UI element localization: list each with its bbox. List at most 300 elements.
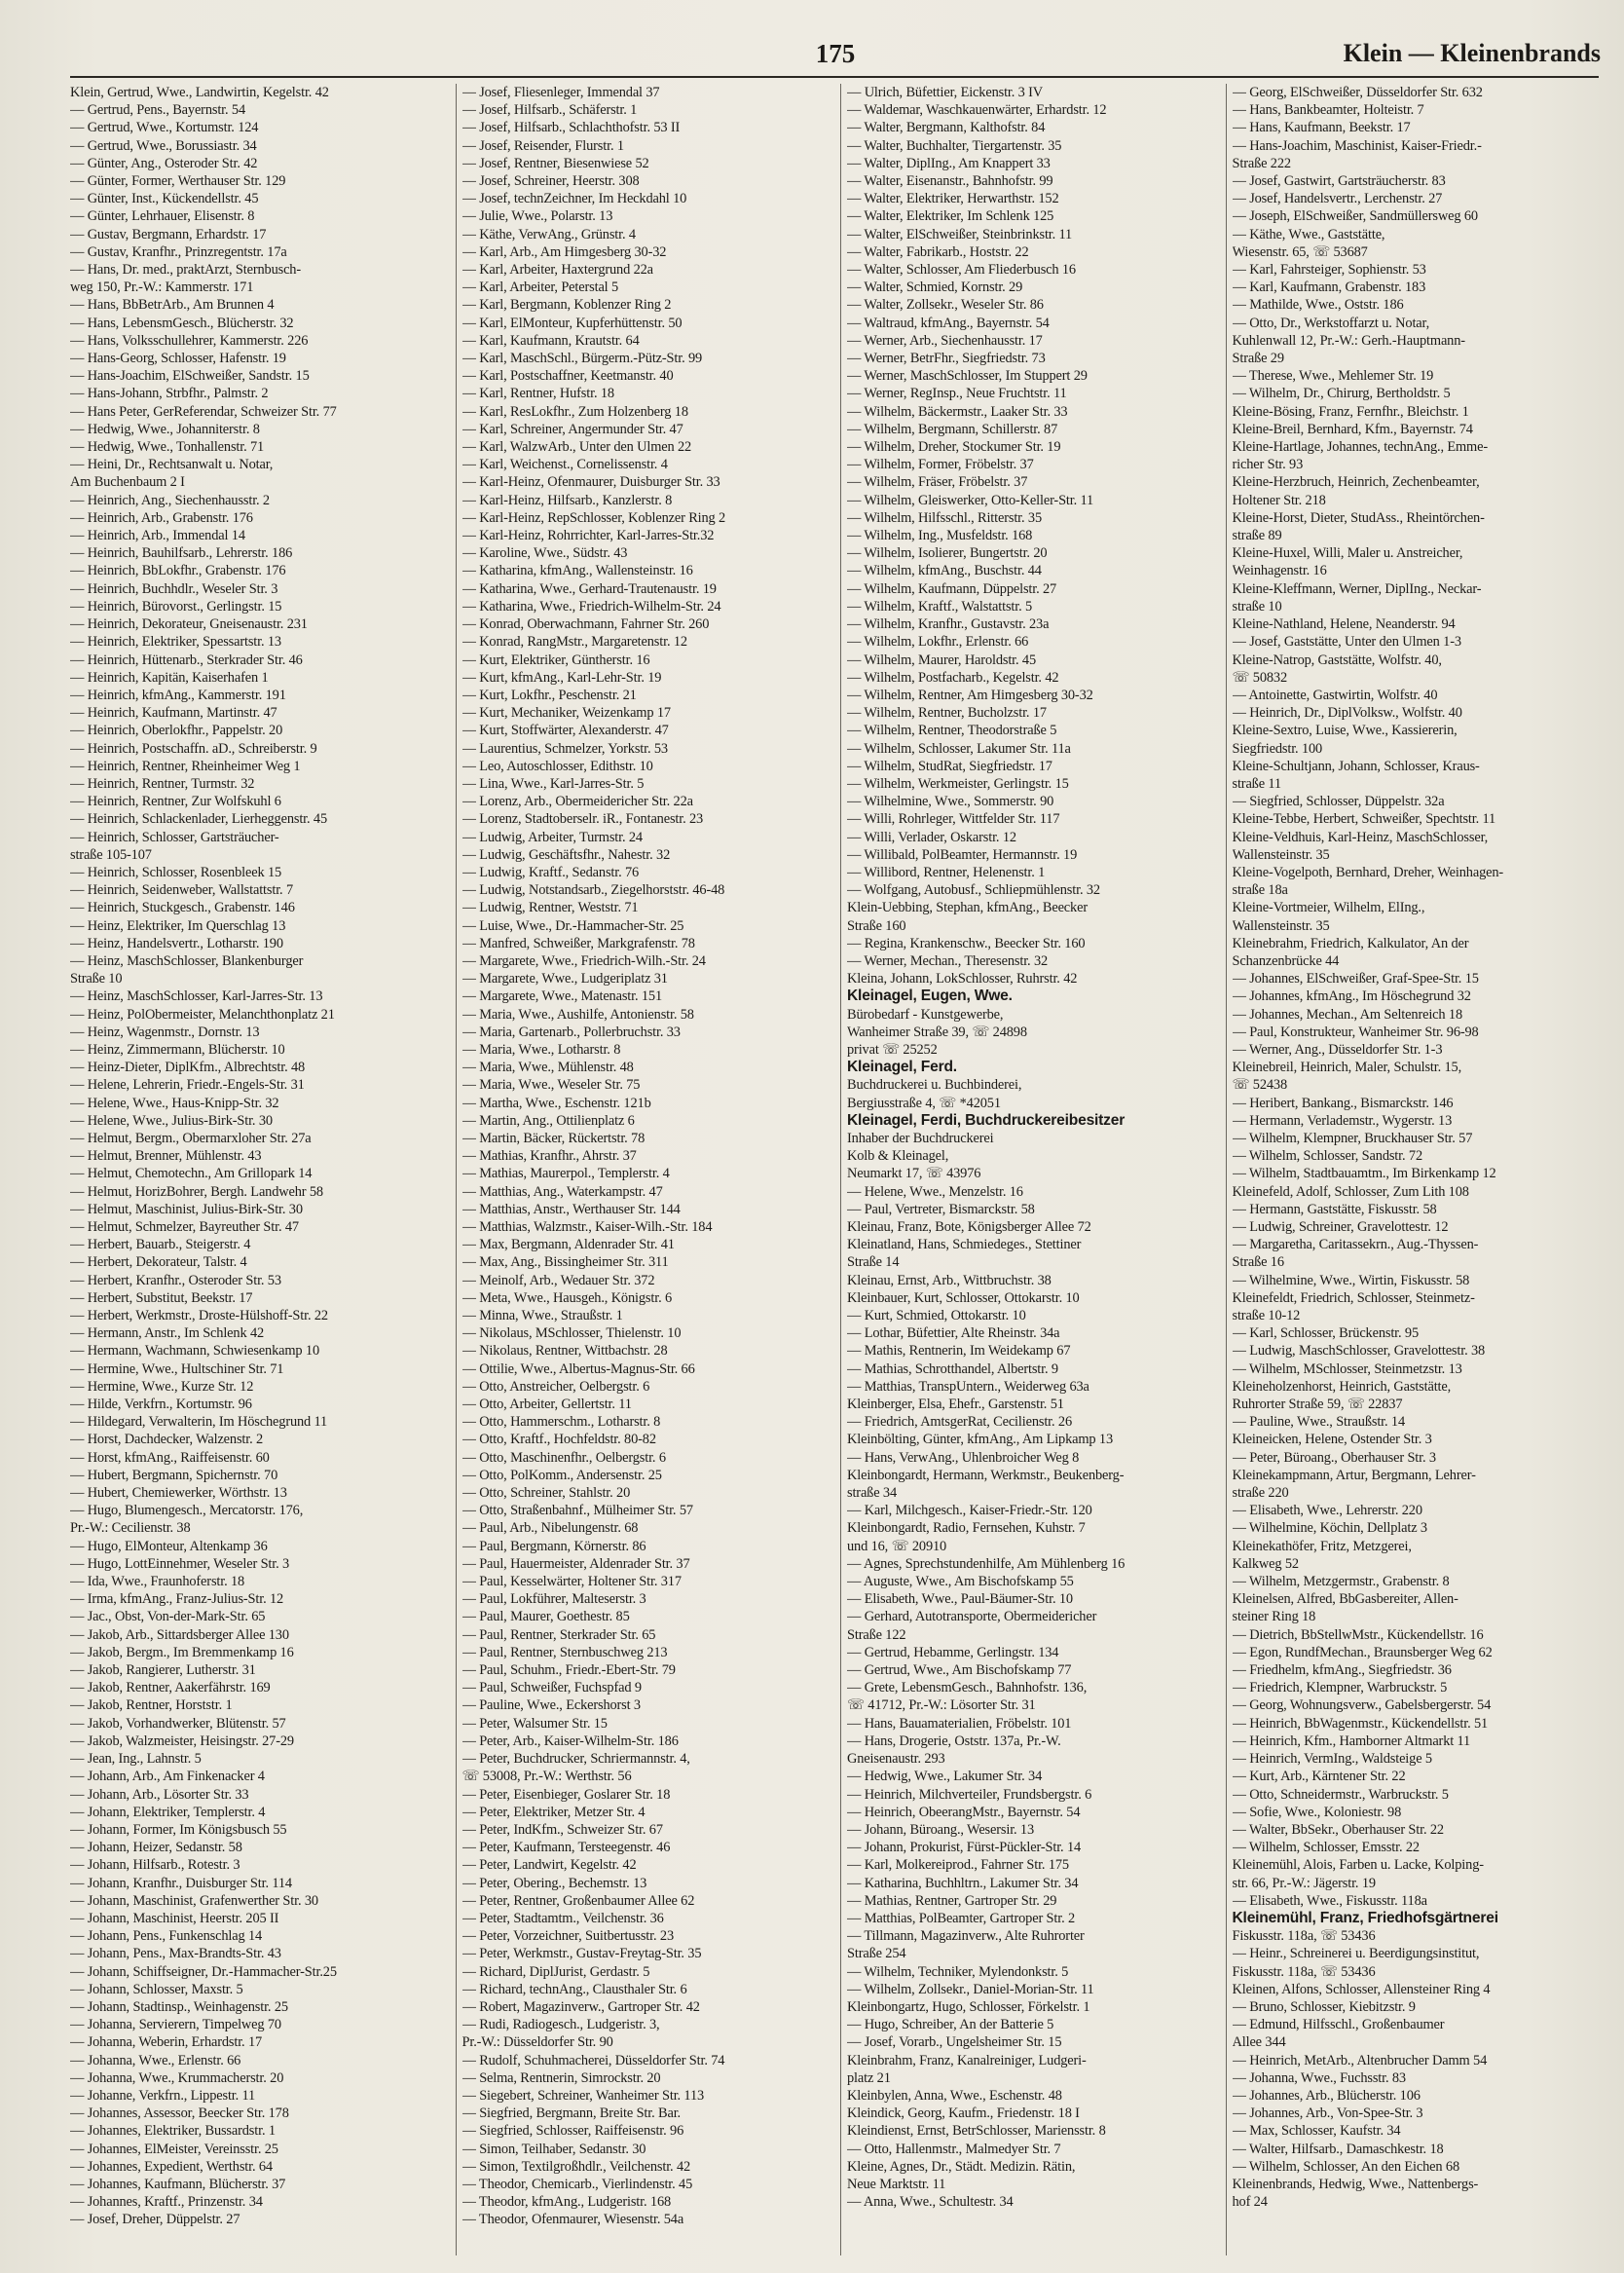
directory-entry: — Paul, Arb., Nibelungenstr. 68 (461, 1520, 639, 1537)
directory-entry: — Konrad, Oberwachmann, Fahrner Str. 260 (461, 616, 710, 633)
directory-entry: — Katharina, Buchhltrn., Lakumer Str. 34 (847, 1875, 1079, 1891)
directory-entry: — Martha, Wwe., Eschenstr. 121b (461, 1095, 651, 1111)
directory-entry: — Heinrich, Schlosser, Gartsträucher- (70, 829, 279, 845)
directory-entry: — Friedrich, AmtsgerRat, Cecilienstr. 26 (847, 1414, 1073, 1431)
directory-entry: Klein-Uebbing, Stephan, kfmAng., Beecker (847, 900, 1088, 916)
directory-entry: — Hans, BbBetrArb., Am Brunnen 4 (70, 297, 275, 314)
directory-entry: — Georg, Wohnungsverw., Gabelsbergerstr. 54 (1232, 1697, 1492, 1714)
directory-entry: — Jean, Ing., Lahnstr. 5 (70, 1751, 202, 1768)
directory-entry: — Wilhelm, Zollsekr., Daniel-Morian-Str. 11 (847, 1981, 1094, 1997)
directory-entry: — Paul, Rentner, Sterkrader Str. 65 (461, 1626, 656, 1643)
directory-entry: — Johanna, Wwe., Fuchsstr. 83 (1232, 2069, 1406, 2086)
directory-entry: — Johannes, Expedient, Werthstr. 64 (70, 2158, 273, 2175)
directory-entry: Kleine-Sextro, Luise, Wwe., Kassiererin, (1232, 723, 1458, 739)
directory-entry: — Karl, Schreiner, Angermunder Str. 47 (461, 421, 683, 437)
directory-entry: — Wilhelm, Schlosser, Emsstr. 22 (1232, 1840, 1420, 1856)
directory-entry: — Johann, Stadtinsp., Weinhagenstr. 25 (70, 1998, 288, 2015)
directory-entry: — Johann, Hilfsarb., Rotestr. 3 (70, 1857, 240, 1874)
directory-entry: — Peter, Obering., Bechemstr. 13 (461, 1875, 647, 1891)
directory-entry: Straße 254 (847, 1946, 906, 1962)
header-rule (70, 76, 1599, 78)
directory-entry: — Heinrich, Postschaffn. aD., Schreiberstr. 9 (70, 740, 317, 757)
directory-entry: — Hans, Dr. med., praktArzt, Sternbusch- (70, 262, 301, 279)
directory-entry: — Heinrich, Schlackenlader, Lierheggenstr. 45 (70, 811, 328, 828)
directory-entry: — Herbert, Werkmstr., Droste-Hülshoff-Str. 22 (70, 1308, 328, 1324)
directory-entry: straße 89 (1232, 528, 1282, 544)
directory-entry: — Maria, Wwe., Aushilfe, Antonienstr. 58 (461, 1006, 694, 1023)
directory-entry: — Wilhelm, Kranfhr., Gustavstr. 23a (847, 616, 1050, 633)
directory-entry: — Günter, Former, Werthauser Str. 129 (70, 173, 286, 190)
directory-entry: — Maria, Gartenarb., Pollerbruchstr. 33 (461, 1024, 681, 1040)
directory-entry: — Walter, Zollsekr., Weseler Str. 86 (847, 297, 1044, 314)
directory-entry: straße 18a (1232, 882, 1288, 899)
directory-entry: Kleinefeldt, Friedrich, Schlosser, Steinmetz- (1232, 1289, 1475, 1306)
directory-entry: steiner Ring 18 (1232, 1609, 1316, 1625)
directory-entry: Kleine-Huxel, Willi, Maler u. Anstreicher, (1232, 545, 1463, 562)
directory-entry: — Hans, Volksschullehrer, Kammerstr. 226 (70, 332, 309, 349)
directory-entry: — Hermine, Wwe., Kurze Str. 12 (70, 1378, 254, 1395)
directory-entry: — Werner, MaschSchlosser, Im Stuppert 29 (847, 368, 1088, 385)
directory-entry: — Johannes, Arb., Blücherstr. 106 (1232, 2087, 1421, 2104)
directory-entry: Kleinbauer, Kurt, Schlosser, Ottokarstr. 10 (847, 1289, 1080, 1306)
directory-entry: — Julie, Wwe., Polarstr. 13 (461, 208, 613, 225)
directory-entry: — Siegfried, Bergmann, Breite Str. Bar. (461, 2105, 681, 2122)
directory-entry: — Karl-Heinz, Ofenmaurer, Duisburger Str. 33 (461, 474, 720, 491)
directory-entry: — Werner, RegInsp., Neue Fruchtstr. 11 (847, 386, 1067, 402)
directory-entry: — Paul, Vertreter, Bismarckstr. 58 (847, 1201, 1035, 1217)
directory-entry: — Otto, PolKomm., Andersenstr. 25 (461, 1467, 662, 1483)
directory-entry: — Walter, Eisenanstr., Bahnhofstr. 99 (847, 173, 1053, 190)
directory-entry: — Simon, Textilgroßhdlr., Veilchenstr. 42 (461, 2158, 691, 2175)
directory-entry: weg 150, Pr.-W.: Kammerstr. 171 (70, 279, 254, 296)
directory-entry: Straße 16 (1232, 1254, 1284, 1271)
directory-entry: — Johanna, Weberin, Erhardstr. 17 (70, 2034, 263, 2051)
directory-entry: — Johanna, Wwe., Krummacherstr. 20 (70, 2069, 284, 2086)
directory-entry: Kleinbölting, Günter, kfmAng., Am Lipkamp 13 (847, 1432, 1114, 1448)
directory-entry: — Kurt, Schmied, Ottokarstr. 10 (847, 1308, 1026, 1324)
directory-entry: — Käthe, VerwAng., Grünstr. 4 (461, 226, 636, 242)
directory-entry: — Auguste, Wwe., Am Bischofskamp 55 (847, 1574, 1074, 1590)
directory-entry: — Peter, Stadtamtm., Veilchenstr. 36 (461, 1910, 664, 1926)
directory-entry: — Peter, Elektriker, Metzer Str. 4 (461, 1804, 646, 1820)
directory-entry: — Heinz, Zimmermann, Blücherstr. 10 (70, 1041, 285, 1058)
directory-entry: — Werner, Arb., Siechenhausstr. 17 (847, 332, 1043, 349)
directory-entry: — Peter, Kaufmann, Tersteegenstr. 46 (461, 1840, 671, 1856)
directory-entry: — Walter, Elektriker, Herwarthstr. 152 (847, 191, 1059, 207)
directory-entry: — Walter, Schmied, Kornstr. 29 (847, 279, 1023, 296)
directory-entry: — Peter, Büroang., Oberhauser Str. 3 (1232, 1449, 1436, 1466)
directory-entry: — Werner, Mechan., Theresenstr. 32 (847, 952, 1049, 969)
directory-entry: Buchdruckerei u. Buchbinderei, (847, 1077, 1022, 1094)
directory-entry: — Ludwig, Rentner, Weststr. 71 (461, 900, 639, 916)
directory-entry: — Siegfried, Schlosser, Düppelstr. 32a (1232, 794, 1445, 810)
directory-entry: — Helmut, HorizBohrer, Bergh. Landwehr 58 (70, 1183, 323, 1200)
directory-entry: ☏ 53008, Pr.-W.: Werthstr. 56 (461, 1769, 632, 1785)
directory-entry: — Katharina, kfmAng., Wallensteinstr. 16 (461, 563, 693, 579)
directory-entry: — Manfred, Schweißer, Markgrafenstr. 78 (461, 935, 695, 951)
directory-entry: — Matthias, PolBeamter, Gartroper Str. 2 (847, 1910, 1076, 1926)
directory-entry: — Heinrich, Schlosser, Rosenbleek 15 (70, 864, 282, 880)
directory-entry: — Hermann, Gaststätte, Fiskusstr. 58 (1232, 1201, 1437, 1217)
directory-entry: — Peter, Arb., Kaiser-Wilhelm-Str. 186 (461, 1733, 679, 1749)
directory-entry: — Helmut, Bergm., Obermarxloher Str. 27a (70, 1130, 312, 1146)
directory-entry: — Hans-Joachim, Maschinist, Kaiser-Friedr.- (1232, 137, 1482, 154)
directory-entry: — Regina, Krankenschw., Beecker Str. 160 (847, 935, 1086, 951)
directory-entry: — Otto, Hallenmstr., Malmedyer Str. 7 (847, 2141, 1061, 2157)
directory-entry: — Mathilde, Wwe., Oststr. 186 (1232, 297, 1404, 314)
directory-entry: — Jakob, Rentner, Horststr. 1 (70, 1697, 233, 1714)
directory-entry: — Josef, Schreiner, Heerstr. 308 (461, 173, 640, 190)
directory-entry: — Heinrich, MetArb., Altenbrucher Damm 54 (1232, 2052, 1488, 2068)
directory-entry: — Ludwig, Notstandsarb., Ziegelhorststr. 46-48 (461, 882, 725, 899)
directory-entry: — Selma, Rentnerin, Simrockstr. 20 (461, 2069, 661, 2086)
directory-entry: — Wilhelm, Hilfsschl., Ritterstr. 35 (847, 509, 1043, 526)
directory-entry: — Johann, Elektriker, Templerstr. 4 (70, 1804, 266, 1820)
directory-entry: — Josef, Gaststätte, Unter den Ulmen 1-3 (1232, 634, 1461, 651)
directory-entry: — Willibald, PolBeamter, Hermannstr. 19 (847, 846, 1078, 863)
directory-entry: — Wilhelm, Schlosser, An den Eichen 68 (1232, 2158, 1459, 2175)
directory-entry: — Paul, Kesselwärter, Holtener Str. 317 (461, 1574, 682, 1590)
directory-entry: — Rudolf, Schuhmacherei, Düsseldorfer Str. 74 (461, 2052, 725, 2068)
directory-entry: — Joseph, ElSchweißer, Sandmüllersweg 60 (1232, 208, 1478, 225)
directory-entry: Bergiusstraße 4, ☏ *42051 (847, 1095, 1001, 1111)
directory-entry: — Heinrich, Dekorateur, Gneisenaustr. 231 (70, 616, 308, 633)
directory-entry: Straße 10 (70, 971, 123, 987)
directory-entry: — Josef, Reisender, Flurstr. 1 (461, 137, 624, 154)
directory-entry: — Heinz, PolObermeister, Melanchthonplatz 21 (70, 1006, 335, 1023)
directory-entry: Kleine-Vortmeier, Wilhelm, ElIng., (1232, 900, 1425, 916)
directory-entry: Kleine-Tebbe, Herbert, Schweißer, Spechtstr. 11 (1232, 811, 1496, 828)
directory-entry: — Hugo, LottEinnehmer, Weseler Str. 3 (70, 1555, 290, 1572)
directory-entry: straße 220 (1232, 1485, 1289, 1502)
directory-entry: — Friedrich, Klempner, Warbruckstr. 5 (1232, 1680, 1448, 1696)
directory-entry: — Karl, WalzwArb., Unter den Ulmen 22 (461, 439, 692, 456)
directory-entry: — Heinrich, Bauhilfsarb., Lehrerstr. 186 (70, 545, 293, 562)
directory-entry: — Otto, Schneidermstr., Warbruckstr. 5 (1232, 1786, 1449, 1803)
directory-entry: — Anna, Wwe., Schultestr. 34 (847, 2194, 1014, 2211)
directory-entry: Gneisenaustr. 293 (847, 1751, 945, 1768)
directory-entry: Kuhlenwall 12, Pr.-W.: Gerh.-Hauptmann- (1232, 332, 1465, 349)
directory-entry: — Matthias, Walzmstr., Kaiser-Wilh.-Str. 184 (461, 1219, 713, 1235)
directory-entry: — Maria, Wwe., Mühlenstr. 48 (461, 1060, 634, 1076)
directory-entry: — Maria, Wwe., Lotharstr. 8 (461, 1041, 621, 1058)
directory-entry: — Wilhelm, Gleiswerker, Otto-Keller-Str. 11 (847, 492, 1094, 508)
directory-entry: — Jakob, Rentner, Aakerfährstr. 169 (70, 1680, 271, 1696)
directory-entry: — Heinrich, Buchhdlr., Weseler Str. 3 (70, 580, 278, 597)
directory-entry: — Mathias, Rentner, Gartroper Str. 29 (847, 1892, 1057, 1909)
directory-entry: — Jakob, Walzmeister, Heisingstr. 27-29 (70, 1733, 294, 1749)
directory-entry: Wanheimer Straße 39, ☏ 24898 (847, 1024, 1027, 1040)
directory-entry: — Helmut, Schmelzer, Bayreuther Str. 47 (70, 1219, 299, 1235)
directory-entry: — Johannes, ElMeister, Vereinsstr. 25 (70, 2141, 278, 2157)
directory-entry: — Ida, Wwe., Fraunhoferstr. 18 (70, 1574, 245, 1590)
directory-entry: str. 66, Pr.-W.: Jägerstr. 19 (1232, 1875, 1376, 1891)
directory-entry: — Siegfried, Schlosser, Raiffeisenstr. 96 (461, 2123, 684, 2140)
directory-entry: Straße 222 (1232, 155, 1291, 171)
directory-entry: — Hilde, Verkfrn., Kortumstr. 96 (70, 1397, 252, 1413)
directory-entry: — Johann, Schlosser, Maxstr. 5 (70, 1981, 243, 1997)
directory-entry: — Heinrich, Bürovorst., Gerlingstr. 15 (70, 598, 282, 615)
directory-entry: — Wilhelmine, Köchin, Dellplatz 3 (1232, 1520, 1427, 1537)
directory-entry: Kleinemühl, Alois, Farben u. Lacke, Kolping- (1232, 1857, 1484, 1874)
directory-entry: Neumarkt 17, ☏ 43976 (847, 1166, 981, 1182)
directory-entry: — Walter, Schlosser, Am Fliederbusch 16 (847, 262, 1076, 279)
directory-entry: Kleindick, Georg, Kaufm., Friedenstr. 18 I (847, 2105, 1080, 2122)
directory-entry: — Josef, Handelsvertr., Lerchenstr. 27 (1232, 191, 1443, 207)
directory-entry: — Heinz-Dieter, DiplKfm., Albrechtstr. 48 (70, 1060, 306, 1076)
directory-entry: Fiskusstr. 118a, ☏ 53436 (1232, 1928, 1376, 1945)
directory-entry: — Hermine, Wwe., Hultschiner Str. 71 (70, 1360, 284, 1377)
directory-entry: — Karl, ElMonteur, Kupferhüttenstr. 50 (461, 315, 683, 331)
directory-entry: — Willi, Rohrleger, Wittfelder Str. 117 (847, 811, 1060, 828)
directory-entry: — Johanne, Verkfrn., Lippestr. 11 (70, 2087, 256, 2104)
directory-entry: — Jakob, Bergm., Im Bremmenkamp 16 (70, 1644, 294, 1660)
directory-entry: — Josef, Hilfsarb., Schäferstr. 1 (461, 102, 638, 119)
directory-entry: — Simon, Teilhaber, Sedanstr. 30 (461, 2141, 646, 2157)
directory-entry: — Helene, Wwe., Haus-Knipp-Str. 32 (70, 1095, 279, 1111)
directory-entry: — Wilhelm, Isolierer, Bungertstr. 20 (847, 545, 1048, 562)
directory-entry: Kleine-Bösing, Franz, Fernfhr., Bleichstr. 1 (1232, 403, 1469, 420)
directory-entry: — Heinrich, Elektriker, Spessartstr. 13 (70, 634, 281, 651)
directory-entry: — Hedwig, Wwe., Johanniterstr. 8 (70, 421, 260, 437)
directory-entry: — Wilhelm, StudRat, Siegfriedstr. 17 (847, 758, 1052, 774)
directory-entry: — Heinrich, kfmAng., Kammerstr. 191 (70, 687, 286, 703)
directory-entry: — Karl, Kaufmann, Grabenstr. 183 (1232, 279, 1426, 296)
directory-entry: — Egon, RundfMechan., Braunsberger Weg 62 (1232, 1644, 1493, 1660)
directory-entry: — Minna, Wwe., Straußstr. 1 (461, 1308, 623, 1324)
directory-entry: straße 10-12 (1232, 1308, 1301, 1324)
directory-entry: — Hugo, Blumengesch., Mercatorstr. 176, (70, 1503, 304, 1519)
directory-entry: — Hans-Georg, Schlosser, Hafenstr. 19 (70, 351, 286, 367)
directory-entry: — Peter, Landwirt, Kegelstr. 42 (461, 1857, 637, 1874)
directory-entry: Kleinbrahm, Franz, Kanalreiniger, Ludgeri- (847, 2052, 1087, 2068)
directory-entry: — Gustav, Kranfhr., Prinzregentstr. 17a (70, 243, 287, 260)
directory-entry: — Walter, Bergmann, Kalthofstr. 84 (847, 120, 1046, 136)
directory-entry: — Heinrich, Kaufmann, Martinstr. 47 (70, 705, 277, 722)
directory-entry: — Wilhelm, Schlosser, Lakumer Str. 11a (847, 740, 1071, 757)
directory-entry: — Günter, Inst., Kückendellstr. 45 (70, 191, 259, 207)
directory-entry: — Agnes, Sprechstundenhilfe, Am Mühlenberg 16 (847, 1555, 1126, 1572)
directory-entry: — Wilhelm, Werkmeister, Gerlingstr. 15 (847, 775, 1069, 792)
directory-entry: Allee 344 (1232, 2034, 1286, 2051)
directory-entry: — Heinz, MaschSchlosser, Blankenburger (70, 952, 304, 969)
directory-entry: Kleinenbrands, Hedwig, Wwe., Nattenbergs- (1232, 2176, 1479, 2192)
directory-entry: — Gertrud, Hebamme, Gerlingstr. 134 (847, 1644, 1059, 1660)
directory-entry: Kleineholzenhorst, Heinrich, Gaststätte, (1232, 1378, 1452, 1395)
directory-entry: Kleinberger, Elsa, Ehefr., Garstenstr. 51 (847, 1397, 1064, 1413)
directory-entry: — Heinrich, VermIng., Waldsteige 5 (1232, 1751, 1432, 1768)
directory-entry: — Pauline, Wwe., Straußstr. 14 (1232, 1414, 1405, 1431)
directory-entry: — Jac., Obst, Von-der-Mark-Str. 65 (70, 1609, 266, 1625)
directory-entry: — Helmut, Brenner, Mühlenstr. 43 (70, 1148, 262, 1165)
directory-entry: — Matthias, Anstr., Werthauser Str. 144 (461, 1201, 681, 1217)
directory-entry: — Robert, Magazinverw., Gartroper Str. 42 (461, 1998, 700, 2015)
directory-entry: — Johannes, Elektriker, Bussardstr. 1 (70, 2123, 276, 2140)
directory-entry: — Hermann, Verlademstr., Wygerstr. 13 (1232, 1112, 1453, 1129)
directory-entry: — Karl, Fahrsteiger, Sophienstr. 53 (1232, 262, 1426, 279)
directory-entry: — Heinrich, Kapitän, Kaiserhafen 1 (70, 669, 269, 686)
directory-entry: — Heinrich, BbWagenmstr., Kückendellstr. 51 (1232, 1715, 1489, 1732)
directory-entry: — Richard, DiplJurist, Gerdastr. 5 (461, 1963, 650, 1980)
directory-entry: — Gertrud, Wwe., Kortumstr. 124 (70, 120, 259, 136)
directory-entry: — Heinrich, Rentner, Turmstr. 32 (70, 775, 255, 792)
directory-entry: — Johannes, Assessor, Beecker Str. 178 (70, 2105, 289, 2122)
directory-entry: — Käthe, Wwe., Gaststätte, (1232, 226, 1385, 242)
directory-entry: — Margarete, Wwe., Friedrich-Wilh.-Str. 24 (461, 952, 706, 969)
directory-entry: — Johann, Arb., Am Finkenacker 4 (70, 1769, 265, 1785)
directory-entry: — Wilhelm, MSchlosser, Steinmetzstr. 13 (1232, 1360, 1462, 1377)
directory-entry: Bürobedarf - Kunstgewerbe, (847, 1006, 1004, 1023)
directory-entry: — Luise, Wwe., Dr.-Hammacher-Str. 25 (461, 917, 684, 934)
directory-entry: — Max, Schlosser, Kaufstr. 34 (1232, 2123, 1401, 2140)
directory-entry: — Heinz, Wagenmstr., Dornstr. 13 (70, 1024, 260, 1040)
directory-entry: — Otto, Hammerschm., Lotharstr. 8 (461, 1414, 661, 1431)
directory-entry: — Otto, Straßenbahnf., Mülheimer Str. 57 (461, 1503, 693, 1519)
directory-entry: — Heinrich, Rentner, Rheinheimer Weg 1 (70, 758, 301, 774)
directory-entry: — Paul, Rentner, Sternbuschweg 213 (461, 1644, 668, 1660)
directory-entry: — Siegebert, Schreiner, Wanheimer Str. 113 (461, 2087, 705, 2104)
directory-entry: — Wilhelm, Schlosser, Sandstr. 72 (1232, 1148, 1422, 1165)
directory-entry: ☏ 50832 (1232, 669, 1288, 686)
directory-entry: — Walter, Hilfsarb., Damaschkestr. 18 (1232, 2141, 1444, 2157)
directory-entry: — Max, Bergmann, Aldenrader Str. 41 (461, 1237, 675, 1253)
directory-entry: — Dietrich, BbStellwMstr., Kückendellstr. 16 (1232, 1626, 1484, 1643)
directory-entry: — Werner, BetrFhr., Siegfriedstr. 73 (847, 351, 1046, 367)
directory-entry: — Josef, Dreher, Düppelstr. 27 (70, 2212, 240, 2228)
directory-entry: Kleine-Herzbruch, Heinrich, Zechenbeamter, (1232, 474, 1480, 491)
directory-entry: Kleine-Horst, Dieter, StudAss., Rheintörchen- (1232, 509, 1485, 526)
directory-entry: — Ulrich, Büfettier, Eickenstr. 3 IV (847, 85, 1044, 100)
directory-entry: — Wilhelm, Ing., Musfeldstr. 168 (847, 528, 1033, 544)
directory-entry: — Hubert, Bergmann, Spichernstr. 70 (70, 1467, 278, 1483)
directory-entry: und 16, ☏ 20910 (847, 1538, 947, 1554)
directory-entry: Kleine, Agnes, Dr., Städt. Medizin. Rätin, (847, 2158, 1076, 2175)
directory-entry: Kleine-Veldhuis, Karl-Heinz, MaschSchlosser, (1232, 829, 1489, 845)
directory-entry: — Bruno, Schlosser, Kiebitzstr. 9 (1232, 1998, 1416, 2015)
directory-entry: — Johann, Prokurist, Fürst-Pückler-Str. 14 (847, 1840, 1082, 1856)
directory-entry: — Mathis, Rentnerin, Im Weidekamp 67 (847, 1343, 1071, 1360)
directory-entry: Kleinebreil, Heinrich, Maler, Schulstr. 15, (1232, 1060, 1462, 1076)
directory-entry: — Wolfgang, Autobusf., Schliepmühlenstr. 32 (847, 882, 1100, 899)
directory-entry: — Mathias, Schrotthandel, Albertstr. 9 (847, 1360, 1058, 1377)
directory-entry: — Elisabeth, Wwe., Lehrerstr. 220 (1232, 1503, 1422, 1519)
directory-entry: — Johann, Büroang., Wesersir. 13 (847, 1821, 1035, 1838)
directory-entry: — Walter, Elektriker, Im Schlenk 125 (847, 208, 1054, 225)
directory-entry: Kleinekathöfer, Fritz, Metzgerei, (1232, 1538, 1412, 1554)
directory-entry: Straße 122 (847, 1626, 906, 1643)
directory-entry: — Nikolaus, Rentner, Wittbachstr. 28 (461, 1343, 668, 1360)
directory-entry: — Meinolf, Arb., Wedauer Str. 372 (461, 1272, 655, 1288)
directory-entry: — Maria, Wwe., Weseler Str. 75 (461, 1077, 641, 1094)
directory-entry: — Paul, Schweißer, Fuchspfad 9 (461, 1680, 642, 1696)
directory-entry: — Tillmann, Magazinverw., Alte Ruhrorter (847, 1928, 1085, 1945)
directory-entry: Kleine-Hartlage, Johannes, technAng., Emme- (1232, 439, 1488, 456)
business-entry: Kleinagel, Ferd. (847, 1059, 957, 1076)
directory-entry: straße 11 (1232, 775, 1281, 792)
directory-entry: — Helene, Lehrerin, Friedr.-Engels-Str. 31 (70, 1077, 305, 1094)
directory-entry: — Johanna, Wwe., Erlenstr. 66 (70, 2052, 241, 2068)
directory-entry: — Karl, Molkereiprod., Fahrner Str. 175 (847, 1857, 1069, 1874)
directory-entry: — Hugo, Schreiber, An der Batterie 5 (847, 2017, 1054, 2033)
page-number: 175 (815, 39, 856, 68)
directory-entry: — Horst, kfmAng., Raiffeisenstr. 60 (70, 1449, 270, 1466)
directory-entry: — Martin, Ang., Ottilienplatz 6 (461, 1112, 635, 1129)
directory-entry: — Paul, Hauermeister, Aldenrader Str. 37 (461, 1555, 690, 1572)
directory-entry: — Karl, Kaufmann, Krautstr. 64 (461, 332, 640, 349)
directory-entry: — Jakob, Rangierer, Lutherstr. 31 (70, 1662, 256, 1679)
directory-entry: — Paul, Schuhm., Friedr.-Ebert-Str. 79 (461, 1662, 676, 1679)
directory-entry: — Karl, Schlosser, Brückenstr. 95 (1232, 1325, 1420, 1342)
directory-entry: Kleinbongardt, Hermann, Werkmstr., Beukenberg- (847, 1467, 1125, 1483)
directory-entry: Pr.-W.: Cecilienstr. 38 (70, 1520, 191, 1537)
directory-entry: Kleinefeld, Adolf, Schlosser, Zum Lith 108 (1232, 1183, 1469, 1200)
directory-entry: Wallensteinstr. 35 (1232, 917, 1330, 934)
directory-entry: — Therese, Wwe., Mehlemer Str. 19 (1232, 368, 1434, 385)
column-3 (840, 84, 1216, 2255)
directory-entry: — Kurt, Stoffwärter, Alexanderstr. 47 (461, 723, 669, 739)
directory-entry: Siegfriedstr. 100 (1232, 740, 1323, 757)
directory-entry: — Josef, Hilfsarb., Schlachthofstr. 53 II (461, 120, 681, 136)
directory-entry: Kalkweg 52 (1232, 1555, 1299, 1572)
directory-entry: — Elisabeth, Wwe., Paul-Bäumer-Str. 10 (847, 1591, 1073, 1608)
directory-entry: — Hans, Drogerie, Oststr. 137a, Pr.-W. (847, 1733, 1061, 1749)
directory-entry: — Lothar, Büfettier, Alte Rheinstr. 34a (847, 1325, 1060, 1342)
directory-entry: — Nikolaus, MSchlosser, Thielenstr. 10 (461, 1325, 682, 1342)
directory-entry: — Hugo, ElMonteur, Altenkamp 36 (70, 1538, 268, 1554)
directory-entry: — Walter, ElSchweißer, Steinbrinkstr. 11 (847, 226, 1073, 242)
directory-entry: — Johannes, kfmAng., Im Höschegrund 32 (1232, 988, 1471, 1005)
directory-entry: — Waldemar, Waschkauenwärter, Erhardstr. 12 (847, 102, 1107, 119)
directory-entry: — Johann, Schiffseigner, Dr.-Hammacher-Str.25 (70, 1963, 337, 1980)
directory-entry: — Matthias, TranspUntern., Weiderweg 63a (847, 1378, 1089, 1395)
directory-entry: — Hans, Kaufmann, Beekstr. 17 (1232, 120, 1411, 136)
directory-entry: — Herbert, Dekorateur, Talstr. 4 (70, 1254, 247, 1271)
directory-entry: — Karl, Rentner, Hufstr. 18 (461, 386, 614, 402)
directory-entry: hof 24 (1232, 2194, 1268, 2211)
directory-entry: — Hans, VerwAng., Uhlenbroicher Weg 8 (847, 1449, 1080, 1466)
directory-entry: — Karl, Arbeiter, Haxtergrund 22a (461, 262, 653, 279)
directory-entry: — Helmut, Chemotechn., Am Grillopark 14 (70, 1166, 313, 1182)
directory-entry: — Grete, LebensmGesch., Bahnhofstr. 136, (847, 1680, 1088, 1696)
directory-entry: — Wilhelm, Stadtbauamtm., Im Birkenkamp 12 (1232, 1166, 1496, 1182)
directory-entry: — Wilhelm, Rentner, Am Himgesberg 30-32 (847, 687, 1093, 703)
directory-entry: — Leo, Autoschlosser, Edithstr. 10 (461, 758, 653, 774)
directory-entry: Kleine-Vogelpoth, Bernhard, Dreher, Weinhagen- (1232, 864, 1504, 880)
directory-entry: straße 34 (847, 1485, 897, 1502)
directory-entry: Fiskusstr. 118a, ☏ 53436 (1232, 1963, 1376, 1980)
directory-entry: — Johannes, Kraftf., Prinzenstr. 34 (70, 2194, 263, 2211)
directory-entry: — Max, Ang., Bissingheimer Str. 311 (461, 1254, 669, 1271)
directory-entry: — Heinrich, Oberlokfhr., Pappelstr. 20 (70, 723, 283, 739)
business-entry: Kleinagel, Ferdi, Buchdruckereibesitzer (847, 1111, 1126, 1129)
directory-entry: — Johanna, Servierern, Timpelweg 70 (70, 2017, 281, 2033)
directory-entry: — Wilhelm, Klempner, Bruckhauser Str. 57 (1232, 1130, 1473, 1146)
directory-entry: — Wilhelm, Metzgermstr., Grabenstr. 8 (1232, 1574, 1450, 1590)
directory-entry: — Peter, Walsumer Str. 15 (461, 1715, 608, 1732)
directory-entry: — Heinrich, Seidenweber, Wallstattstr. 7 (70, 882, 293, 899)
running-head: Klein — Kleinenbrands (1343, 39, 1601, 67)
directory-entry: Straße 14 (847, 1254, 900, 1271)
directory-entry: — Gertrud, Pens., Bayernstr. 54 (70, 102, 246, 119)
directory-entry: — Wilhelm, Techniker, Mylendonkstr. 5 (847, 1963, 1069, 1980)
directory-entry: Straße 160 (847, 917, 906, 934)
directory-entry: — Hubert, Chemiewerker, Wörthstr. 13 (70, 1485, 287, 1502)
directory-entry: — Heinr., Schreinerei u. Beerdigungsinstitut, (1232, 1946, 1480, 1962)
directory-entry: — Lorenz, Stadtoberselr. iR., Fontanestr. 23 (461, 811, 704, 828)
directory-entry: — Heinrich, Arb., Immendal 14 (70, 528, 245, 544)
directory-entry: Kleinatland, Hans, Schmiedeges., Stettiner (847, 1237, 1082, 1253)
directory-entry: richer Str. 93 (1232, 457, 1304, 473)
